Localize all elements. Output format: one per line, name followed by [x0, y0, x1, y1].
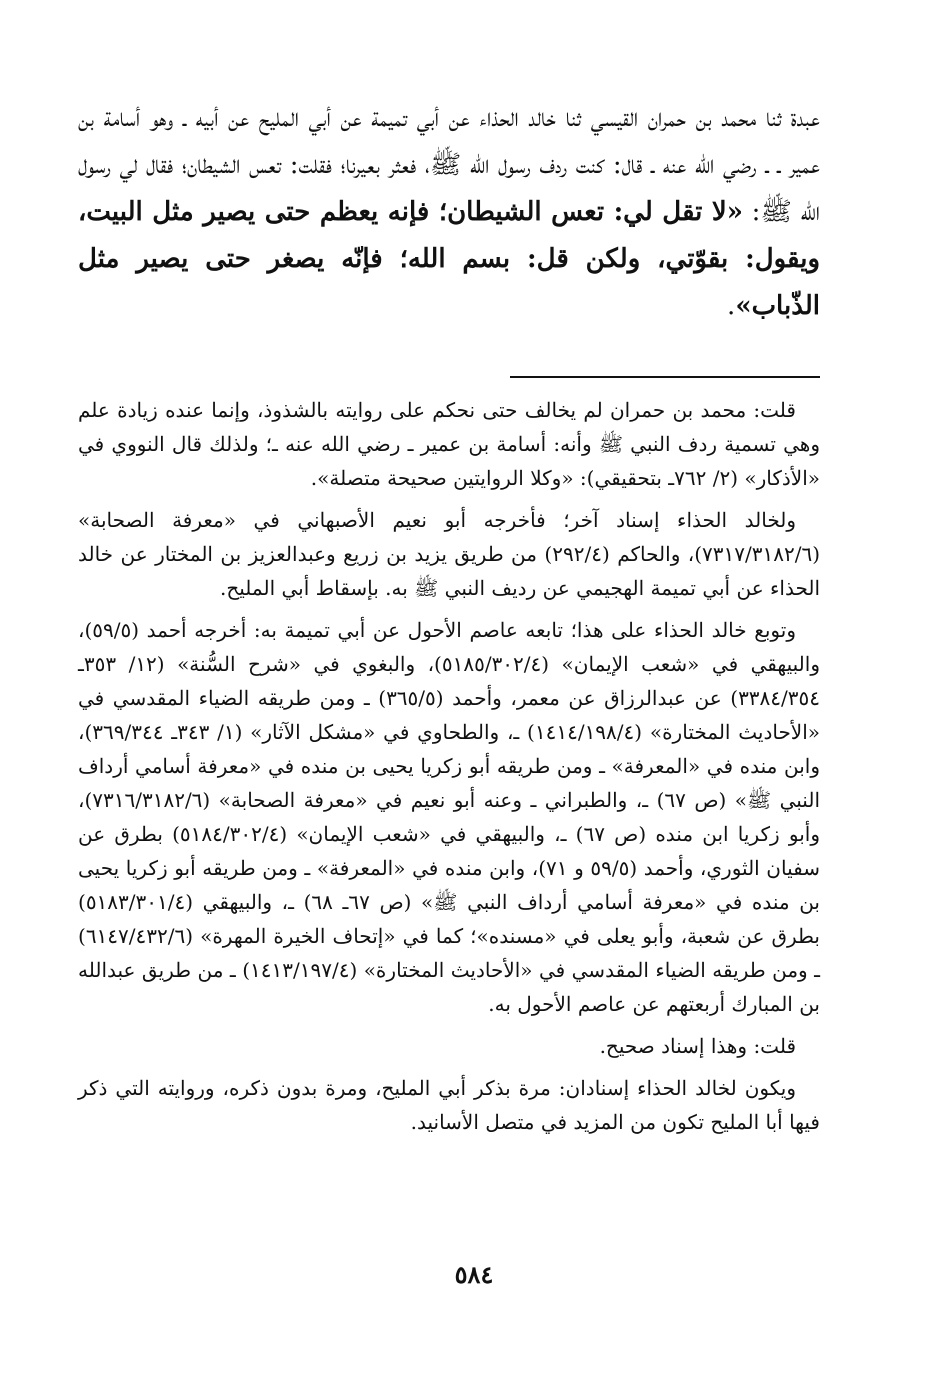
main-body: [78, 95, 820, 330]
main-end-punctuation: .: [727, 291, 736, 321]
main-paragraph: [78, 95, 820, 330]
footnote-paragraph: قلت: محمد بن حمران لم يخالف حتى نحكم على روايته بالشذوذ، وإنما عنده زيادة علم وهي تسمية ردف النبي ﷺ وأنه: أسامة بن عمير ـ رضي الله عنه ـ؛ ولذلك قال النووي في «الأذكار» (٢/ ٧٦٢ـ بتحقيقي): «وكلا الروايتين صحيحة متصلة».: [78, 398, 820, 490]
hadith-quote: «لا تقل لي: تعس الشيطان؛ فإنه يعظم حتى يصير مثل البيت، ويقول: بقوّتي، ولكن قل: بسم الله؛ فإنّه يصغر حتى يصير مثل الذّباب»: [78, 197, 820, 321]
footnotes-section: [78, 393, 820, 1147]
footnote-paragraph: ويكون لخالد الحذاء إسنادان: مرة بذكر أبي المليح، ومرة بدون ذكره، وروايته التي ذكر فيها أبا المليح تكون من المزيد في متصل الأسانيد.: [78, 1076, 820, 1134]
page-number: ٥٨٤: [454, 1260, 494, 1289]
footnote-paragraph: وتوبع خالد الحذاء على هذا؛ تابعه عاصم الأحول عن أبي تميمة به: أخرجه أحمد (٥٩/٥)، والبيهقي في «شعب الإيمان» (٥١٨٥/٣٠٢/٤)، والبغوي في «شرح السُّنة» (١٢/ ٣٥٣ـ ٣٣٨٤/٣٥٤) عن عبدالرزاق عن معمر، وأحمد (٣٦٥/٥) ـ ومن طريقه الضياء المقدسي في «الأحاديث المختارة» (١٤١٤/١٩٨/٤) ـ، والطحاوي في «مشكل الآثار» (١/ ٣٤٣ـ ٣٦٩/٣٤٤)، وابن منده في «المعرفة» ـ ومن طريقه أبو زكريا يحيى بن منده في «معرفة أسامي أرداف النبي ﷺ» (ص ٦٧) ـ، والطبراني ـ وعنه أبو نعيم في «معرفة الصحابة» (٧٣١٦/٣١٨٢/٦)، وأبو زكريا ابن منده (ص ٦٧) ـ، والبيهقي في «شعب الإيمان» (٥١٨٤/٣٠٢/٤) بطرق عن سفيان الثوري، وأحمد (٥٩/٥ و ٧١)، وابن منده في «المعرفة» ـ ومن طريقه أبو زكريا يحيى بن منده في «معرفة أسامي أرداف النبي ﷺ» (ص ٦٧ـ ٦٨) ـ، والبيهقي (٥١٨٣/٣٠١/٤) بطرق عن شعبة، وأبو يعلى في «مسنده»؛ كما في «إتحاف الخيرة المهرة» (٦١٤٧/٤٣٢/٦) ـ ومن طريقه الضياء المقدسي في «الأحاديث المختارة» (١٤١٣/١٩٧/٤) ـ من طريق عبدالله بن المبارك أربعتهم عن عاصم الأحول به.: [78, 618, 821, 1016]
footnote-paragraph: قلت: وهذا إسناد صحيح.: [599, 1034, 796, 1058]
main-normal-text: عبدة ثنا محمد بن حمران القيسي ثنا خالد الحذاء عن أبي تميمة عن أبي المليح عن أبيه ـ وهو أسامة بن عمير ـ ـ رضي الله عنه ـ قال: كنت ردف رسول الله ﷺ، فعثر بعيرنا؛ فقلت: تعس الشيطان؛ فقال لي رسول الله ﷺ:: [78, 103, 821, 227]
footnote-separator: [510, 376, 820, 378]
footnote-paragraph: ولخالد الحذاء إسناد آخر؛ فأخرجه أبو نعيم الأصبهاني في «معرفة الصحابة» (٧٣١٧/٣١٨٢/٦)، والحاكم (٢٩٢/٤) من طريق يزيد بن زريع وعبدالعزيز بن المختار عن خالد الحذاء عن أبي تميمة الهجيمي عن رديف النبي ﷺ به. بإسقاط أبي المليح.: [78, 508, 821, 600]
